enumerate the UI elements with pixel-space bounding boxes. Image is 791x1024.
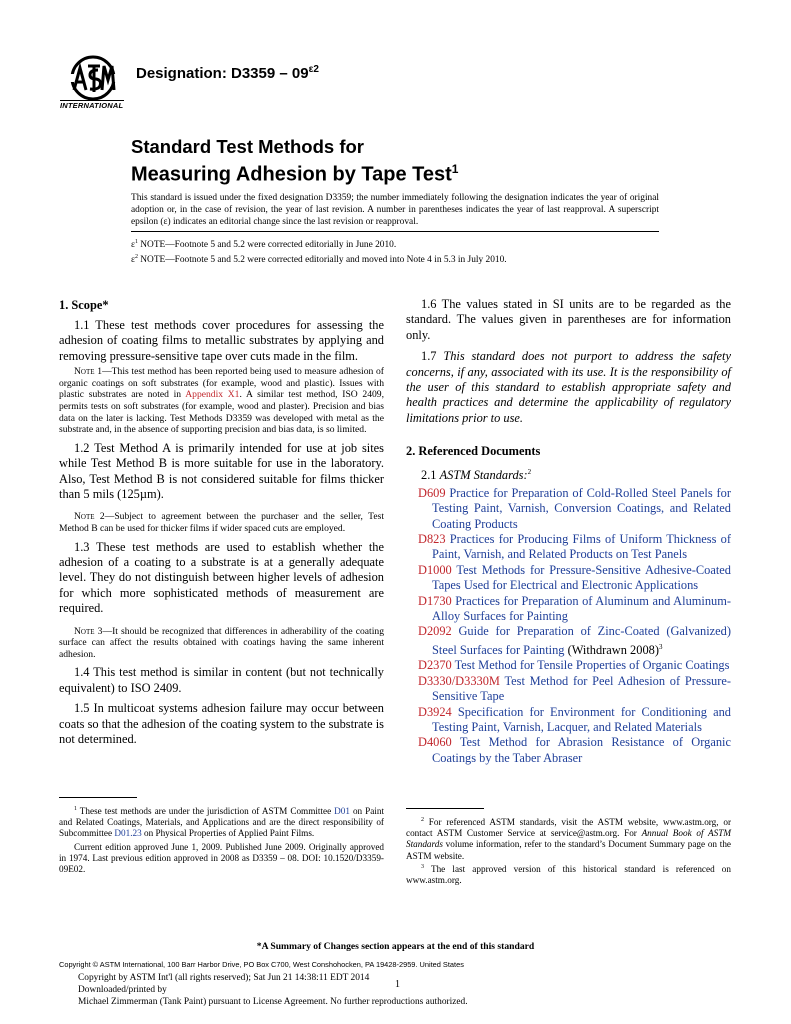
left-column — [59, 298, 384, 747]
right-footnote-rule — [406, 808, 484, 809]
d01-link[interactable]: D01 — [334, 806, 350, 817]
designation — [136, 64, 319, 82]
epsilon-note-2: $\varepsilon^2$ NOTE—Footnote 5 and 5.2 were corrected editorially and moved into Note 4 in 5.3 in July 2010. — [131, 254, 507, 266]
referenced-documents-heading: 2. Referenced Documents — [406, 444, 541, 459]
designation-text: Designation: D3359 – 09 — [136, 65, 309, 82]
para-1-2: 1.2 Test Method A is primarily intended for use at job sites while Test Method B is more suitable for use in the laboratory. Also, Test Method B is not considered suitable for films thicker than 5 mils (125µm). — [59, 440, 384, 501]
note-2: Note 2—Subject to agreement between the purchaser and the seller, Test Method B can be used for thicker films if wider spaced cuts are employed. — [59, 511, 384, 534]
designation-sup: ε2 — [308, 64, 319, 75]
ref-d2370[interactable]: D2370 Test Method for Tensile Properties of Organic Coatings — [418, 658, 730, 673]
footnote-1 — [59, 804, 384, 875]
logo-international: INTERNATIONAL — [60, 101, 124, 110]
right-column — [406, 297, 731, 766]
download-line-1: Copyright by ASTM Int'l (all rights reserved); Sat Jun 21 14:38:11 EDT 2014 — [78, 973, 370, 983]
left-footnote-rule — [59, 797, 137, 798]
ref-d3330[interactable]: D3330/D3330M Test Method for Peel Adhesion of Pressure-Sensitive Tape — [418, 673, 731, 704]
ref-d823[interactable]: D823 Practices for Producing Films of Uniform Thickness of Paint, Varnish, and Related Products on Test Panels — [418, 532, 731, 562]
para-1-7: 1.7 This standard does not purport to address the safety concerns, if any, associated with its use. It is the responsibility of the user of this standard to establish appropriate safety and health practices and determine the applicability of regulatory limitations prior to use. — [406, 349, 731, 425]
astm-logo — [60, 54, 126, 112]
ref-d2092[interactable]: D2092 Guide for Preparation of Zinc-Coated (Galvanized) Steel Surfaces for Painting (Withdrawn 2008)$^3$ — [418, 624, 731, 657]
epsilon-notes — [131, 236, 659, 266]
para-1-3: 1.3 These test methods are used to establish whether the adhesion of a coating to a substrate is at a generally adequate level. They do not distinguish between higher levels of adhesion for which more sophisticated methods of measurement are required. — [59, 539, 384, 616]
para-1-6: 1.6 The values stated in SI units are to be regarded as the standard. The values given in parentheses are for information only. — [406, 297, 731, 342]
ref-d4060[interactable]: D4060 Test Method for Abrasion Resistance of Organic Coatings by the Taber Abraser — [418, 735, 731, 765]
note-3: Note 3—It should be recognized that differences in adherability of the coating surface can affect the results obtained with coatings having the same inherent adhesion. — [59, 625, 384, 660]
ref-d1000[interactable]: D1000 Test Methods for Pressure-Sensitive Adhesive-Coated Tapes Used for Electrical and Electronic Applications — [418, 562, 731, 593]
download-line-2: Downloaded/printed by — [78, 985, 167, 995]
note-1: Note 1—This test method has been reported being used to measure adhesion of organic coatings on soft substrates (for example, wood and plastic). Issues with plastic substrates are noted in Appendix X1. A similar test method, ISO 2409, permits tests on soft substrates (for example, wood and plaster). Precision and bias data on the later is lacking. Test Methods D3359 was developed with metal as the substrate and, in the absence of supporting precision and bias data, is so limited. — [59, 366, 384, 436]
para-1-5: 1.5 In multicoat systems adhesion failure may occur between coats so that the adhesion of the coating system to the substrate is not determined. — [59, 701, 384, 747]
ref-d3924[interactable]: D3924 Specification for Environment for Conditioning and Testing Paint, Varnish, Lacquer, and Related Materials — [418, 704, 731, 734]
para-1-1: 1.1 These test methods cover procedures for assessing the adhesion of coating films to metallic substrates by applying and removing pressure-sensitive tape over cuts made in the film. — [59, 318, 384, 363]
footnote-1-text: $^1$ These test methods are under the jurisdiction of ASTM Committee D01 on Paint and Related Coatings, Materials, and Applications and are the direct responsibility of Subcommittee D01.23 on Physical Properties of Applied Paint Films. — [59, 806, 384, 839]
page-number: 1 — [395, 979, 400, 990]
footnotes-right — [406, 815, 731, 886]
epsilon-note-1: $\varepsilon^1$ NOTE—Footnote 5 and 5.2 were corrected editorially in June 2010. — [131, 239, 397, 251]
ref-d609[interactable]: D609 Practice for Preparation of Cold-Rolled Steel Panels for Testing Paint, Varnish, Conversion Coatings, and Related Coating Products — [418, 485, 731, 531]
footnote-3: $^3$ The last approved version of this historical standard is referenced on www.astm.org. — [406, 863, 731, 886]
copyright-line: Copyright © ASTM International, 100 Barr Harbor Drive, PO Box C700, West Conshohocken, PA 19428-2959. United States — [59, 960, 464, 969]
astm-standards-label: 2.1 ASTM Standards:$^2$ — [421, 468, 532, 483]
summary-note: *A Summary of Changes section appears at the end of this standard — [256, 941, 535, 952]
footnote-2: $^2$ For referenced ASTM standards, visit the ASTM website, www.astm.org, or contact ASTM Customer Service at service@astm.org. For Annual Book of ASTM Standards volume information, refer to the standard’s Document Summary page on the ASTM website. — [406, 817, 732, 861]
reference-list — [406, 486, 731, 766]
appendix-x1-link[interactable]: Appendix X1 — [185, 389, 240, 401]
intro-paragraph: This standard is issued under the fixed designation D3359; the number immediately following the designation indicates the year of original adoption or, in the case of revision, the year of last revision. A number in parentheses indicates the year of last reapproval. A superscript epsilon (ε) indicates an editorial change since the last revision or reapproval. — [131, 193, 659, 228]
footnote-1-edition: Current edition approved June 1, 2009. Published June 2009. Originally approved in 1974. Last previous edition approved in 2008 as D3359 – 08. DOI: 10.1520/D3359-09E02. — [59, 841, 384, 875]
d01-23-link[interactable]: D01.23 — [114, 828, 142, 839]
ref-d1730[interactable]: D1730 Practices for Preparation of Aluminum and Aluminum-Alloy Surfaces for Painting — [418, 593, 731, 624]
title-line1: Standard Test Methods for — [131, 136, 364, 157]
title-line2: Measuring Adhesion by Tape Test$^1$ — [131, 162, 459, 186]
page-title — [131, 136, 458, 186]
scope-heading: 1. Scope* — [59, 298, 109, 312]
para-1-4: 1.4 This test method is similar in content (but not technically equivalent) to ISO 2409. — [59, 665, 384, 695]
download-line-3: Michael Zimmerman (Tank Paint) pursuant to License Agreement. No further reproductions authorized. — [78, 997, 468, 1007]
intro-rule — [131, 231, 659, 232]
